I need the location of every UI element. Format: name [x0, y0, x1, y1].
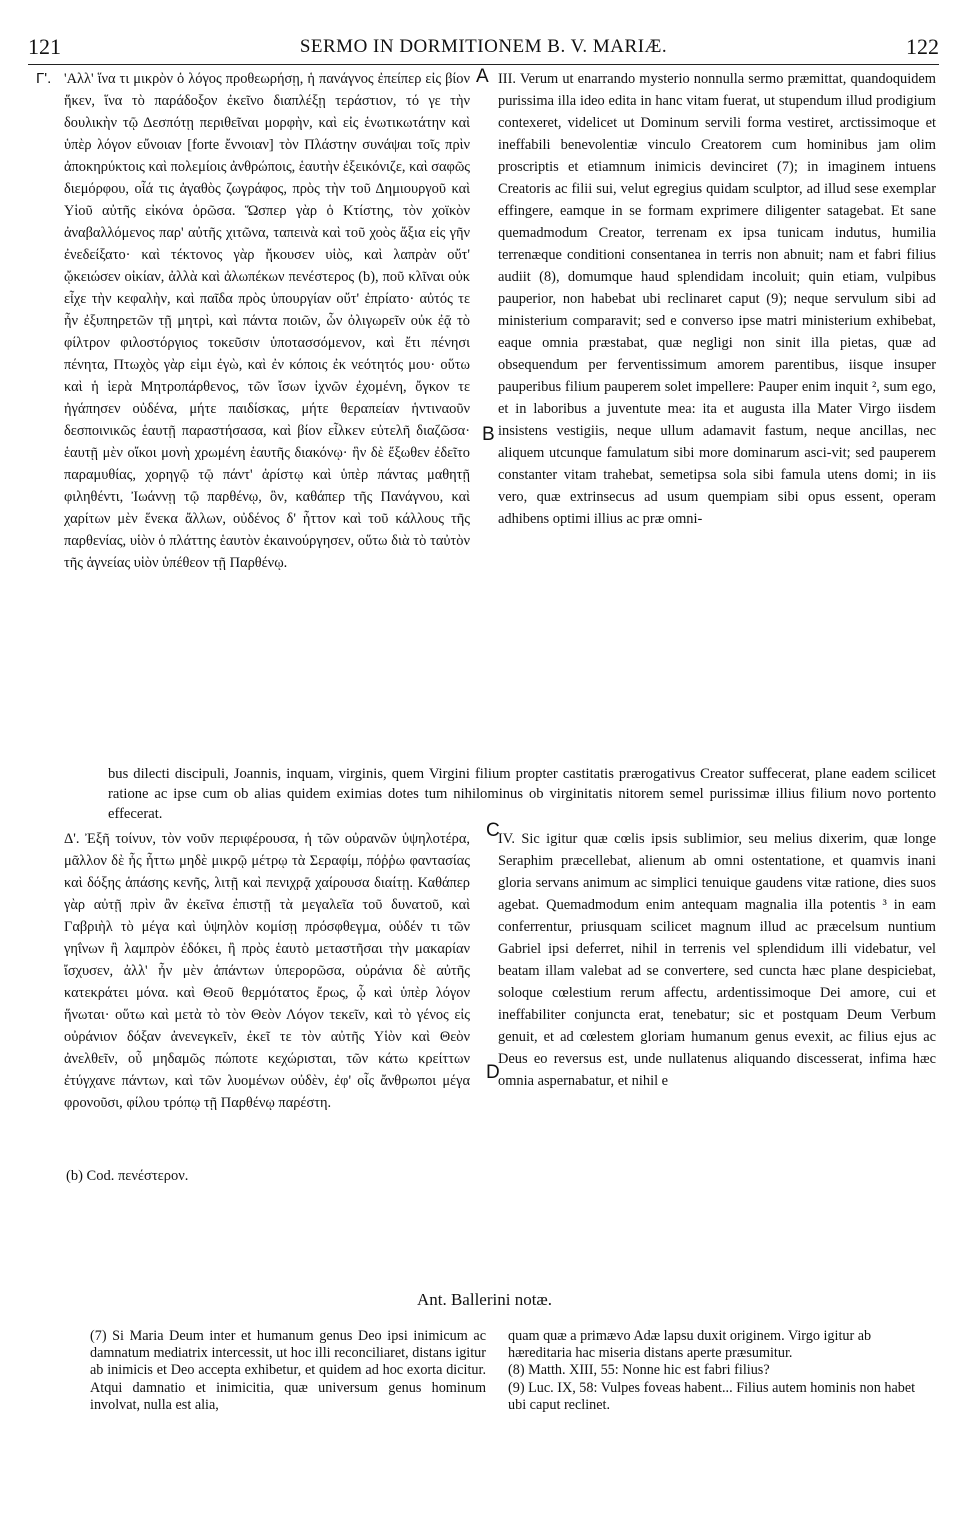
latin-paragraph-3: III. Verum ut enarrando mysterio nonnulla sermo præmittat, quandoquidem purissima illa ideo edita in hanc vitam fuerat, ut stupendum illud prodigium contexeret, videlicet ut Dominum servili forma vestiret, arctissimoque et ineffabili benevolentiæ vinculo Creatorem cum hominibus jam olim proscriptis et etiamnum inimicis devinciret (7); in imaginem intuens Creatoris ac filii sui, velut egregius quidam sculptor, ad illud sese exemplar effingere, eamque in se formam exprimere diligenter satagebat. Et sane quemadmodum Creator, terrenam ex ipsa tunicam indutus, humilia terrenæque conditioni consentanea in terris non abnuit; nam et fabri filius audiit (8), domumque haud splendidam incoluit; quin etiam, vulpibus pauperior, non habebat ubi reclinaret caput (9); neque servulum sibi ad ministerium comparavit; sed e converso ipse matri ministerium exhibebat, eaque omnia præstabat, quæ negligi non sinit illa pietas, quæ ad obsequendum per ferventissimum amorem parentibus, iisque insuper pauperibus filium pauperem solet impellere: Pauper enim inquit ², sum ego, et in laboribus a juventute mea: ita et augusta illa Mater Virgo iisdem insistens vestigiis, neque ullum adamavit fastum, neque ancillas, nec aliquem utcunque famulatum sibi more dominarum asci-vit; sed pauperem constanter vitam trahebat, semetipsa sola sibi famula utens domi; in iis vero, quæ extrinsecus ad usum quempiam sibi opus essent, operam adhibens optimi illius ac præ omni-	[498, 71, 936, 527]
note-7-continued: quam quæ a primævo Adæ lapsu duxit originem. Virgo igitur ab hæreditaria hac miseria distans aperte præsumitur.	[508, 1328, 872, 1362]
margin-letter-d: D	[486, 1062, 500, 1083]
latin-continuation: bus dilecti discipuli, Joannis, inquam, virginis, quem Virgini filium propter castitatis prærogativus Creator suffecerat, plane eadem scilicet ratione ac ipse cum ob alias quidem eximias dotes tum nihilominus ob virginitatis nitorem semel purissimæ illius filium novo portento effecerat.	[108, 766, 936, 822]
notes-right-column	[508, 1328, 928, 1414]
running-header	[28, 34, 939, 64]
notes-heading: Ant. Ballerini notæ.	[416, 1290, 553, 1309]
note-7: (7) Si Maria Deum inter et humanum genus Deo ipsi inimicum ac damnatum mediatrix intercessit, ut hoc illi reconciliaret, distans igitur ab inimicis et Deo accepta exhibetur, et quidem ad hoc exorta dicitur. Atqui damnatio et inimicitia, quæ universum genus hominum involvat, nulla est alia,	[90, 1328, 486, 1413]
greek-column-top	[64, 68, 470, 574]
margin-letter-b: B	[482, 424, 495, 445]
page-number-right: 122	[906, 34, 939, 59]
header-rule	[28, 64, 939, 65]
running-title: SERMO IN DORMITIONEM B. V. MARIÆ.	[299, 36, 668, 57]
footnote-b: (b) Cod. πενέστερον.	[66, 1168, 189, 1184]
notes-left-column	[90, 1328, 486, 1414]
margin-letter-c: C	[486, 820, 500, 841]
latin-column-top	[498, 68, 936, 530]
greek-paragraph-4: Δ'. Ἐξῆ τοίνυν, τὸν νοῦν περιφέρουσα, ἡ τῶν οὐρανῶν ὑψηλοτέρα, μᾶλλον δὲ ἧς ἧττω μηδὲ μικρῷ μέτρῳ τὰ Σεραφίμ, πόῤῥω φαντασίας καὶ δόξης ἁπάσης κενῆς, λιτῇ καὶ πενιχρᾷ χαίρουσα διαίτῃ. Καθάπερ γὰρ αὐτῇ πρὶν ἂν ἐκεῖνα ἐπιστῇ τὰ μεγαλεῖα τοῦ δυνατοῦ, καὶ Γαβριὴλ τὸ μέγα καὶ ὑψηλὸν κομίσῃ πρόσφθεγμα, οὐδέν τι τῶν γηΐνων ἢ λαμπρὸν ἐδόκει, ἢ πρὸς ἑαυτὸ μεταστῆσαι τὴν μακαρίαν ἴσχυσεν, ἀλλ' ἦν μὲν ἁπάντων ὑπερορῶσα, οὐράνια δὲ αὐτῆς κατεκράτει μόνα. καὶ Θεοῦ θερμότατος ἔρως, ᾧ καὶ ὑπὲρ λόγον ἥνωται· οὕτω καὶ μετὰ τὸ τὸν Θεὸν Λόγον τεκεῖν, καὶ τὸ γένος εἰς οὐράνιον δόξαν ἀνενεγκεῖν, ἐκεῖ τε τὸν αὐτῆς Υἱὸν καὶ Θεὸν ἀνελθεῖν, οὗ μηδαμῶς πώποτε κεχώρισται, τῶν κάτω κρείττων ἐτύγχανε πάντων, καὶ τῶν λυομένων οὐδὲν, ἐφ' οἷς ἄνθρωποι μέγα φρονοῦσι, φίλου τρόπῳ τῇ Παρθένῳ παρέστη.	[64, 831, 470, 1111]
page-number-left: 121	[28, 34, 61, 59]
greek-column-bottom	[64, 828, 470, 1114]
latin-paragraph-4: IV. Sic igitur quæ cœlis ipsis sublimior, seu melius dixerim, quæ longe Seraphim præcellebat, alienum ab omni ostentatione, et quamvis inani gloria servans animum ac simplici tenuique gaudens vitæ ratione, dies suos agebat. Quemadmodum enim antequam magnalia illa potentis ³ in eam conferrentur, priusquam scilicet magnum illud ac præcelsum nuntium Gabriel ipsi deferret, nihil in terrenis vel splendidum illi videbatur, vel beatam illam valebat ad se convertere, sed cuncta hæc plane despiciebat, soloque cœlestium rerum affectu, ardentissimoque Dei amore, cui et ineffabiliter conjuncta erat, tenebatur; sic et postquam Deum Verbum genuit, et ad cœlestem gloriam humanum genus evexit, ac filius ejus ac Deus eo reversus est, unde nullatenus aliquando discesserat, infima hæc omnia aspernabatur, et nihil e	[498, 831, 936, 1089]
greek-paragraph-3: 'Αλλ' ἵνα τι μικρὸν ὁ λόγος προθεωρήσῃ, ἡ πανάγνος ἐπείπερ εἰς βίον ἥκεν, ἵνα τὸ παράδοξον ἐκεῖνο διαπλέξῃ τεράστιον, τό γε τὴν δουλικὴν τῷ Δεσπότῃ περιθεῖναι μορφὴν, καὶ εἰς ἑνωτικωτάτην καὶ ὑπὲρ λόγον εὔνοιαν [forte ἔννοιαν] τὸν Πλάστην συνάψαι τοῖς πρὶν ἀποκηρύκτοις καὶ πολεμίοις ἀνθρώποις, ἑαυτὴν ἐξεικόνιζε, καὶ σαφῶς διεμόρφου, οἷά τις ἀγαθὸς ζωγράφος, πρὸς τὴν τοῦ Δημιουργοῦ καὶ Υἱοῦ αὐτῆς εἰκόνα ὁρῶσα. Ὥσπερ γὰρ ὁ Κτίστης, τὸν χοϊκὸν ἀναβαλλόμενος παρ' αὐτῆς χιτῶνα, ταπεινὰ καὶ τοῦ χοὸς ἄξια εἰς γῆν ἐνεδείξατο· καὶ τέκτονος γὰρ ἤκουσεν υἱὸς, καὶ λαπρὰν οὔτ' ᾤκειώσεν οἰκίαν, ἀλλὰ καὶ ἀλωπέκων πενέστερος (b), ποῦ κλῖναι οὐκ εἶχε τὴν κεφαλὴν, καὶ παῖδα πρὸς ὑπουργίαν οὔτ' ἐπρίατο· αὐτός τε ἦν ἐξυπηρετῶν τῇ μητρὶ, καὶ πάντα ποιῶν, ὧν ὀλιγωρεῖν οὐκ ἐᾷ τὸ φίλτρον φιλοστόργιος τοκεῦσιν ὑποτασσόμενον, καὶ ἔτι πένησι πένητα, Πτωχὸς γὰρ εἰμι ἐγὼ, καὶ ἐν κόποις ἐκ νεότητός μου· οὕτω καὶ ἡ ἱερὰ Μητροπάρθενος, τῶν ἴσων ἰχνῶν ἐχομένη, ὄγκον τε ἠγάπησεν οὐδένα, μήτε παιδίσκας, μήτε θεραπείαν ἡντιναοῦν δεσποινικῶς ἑαυτῇ παραστήσασα, καὶ βίον εἶλκεν εὐτελῆ διαζῶσα· ἑαυτῇ μὲν οἴκοι μονὴ χρωμένη ἑαυτῆς διακόνῳ· ἣν δὲ ἔξωθεν ἐδεῖτο παραμυθίας, χορηγῷ τῷ πάντ' ἀρίστῳ καὶ ὑπὲρ πάντας μαθητῇ φιληθέντι, Ἰωάννῃ τῷ παρθένῳ, ὃν, καθάπερ τῆς Πανάγνου, καὶ χαρίτων μὲν ἕνεκα ἄλλων, οὐδένος δ' ἧττον καὶ τοῦ κάλλους τῆς παρθενίας, υἱὸν ὁ πλάττης ἑαυτὸν ἐκαινούργησεν, οὕτω διὰ τὸ ταὐτὸν τῆς ἁγνείας υἱὸν ὑπέθεον τῇ Παρθένῳ.	[64, 71, 470, 571]
greek-section-number: Γ'.	[36, 70, 52, 87]
spanning-latin-text	[108, 764, 936, 824]
note-9: (9) Luc. IX, 58: Vulpes foveas habent... Filius autem hominis non habet ubi caput reclinet.	[508, 1379, 916, 1413]
latin-column-bottom	[498, 828, 936, 1092]
note-8: (8) Matth. XIII, 55: Nonne hic est fabri filius?	[508, 1362, 770, 1379]
margin-letter-a: A	[476, 66, 489, 87]
